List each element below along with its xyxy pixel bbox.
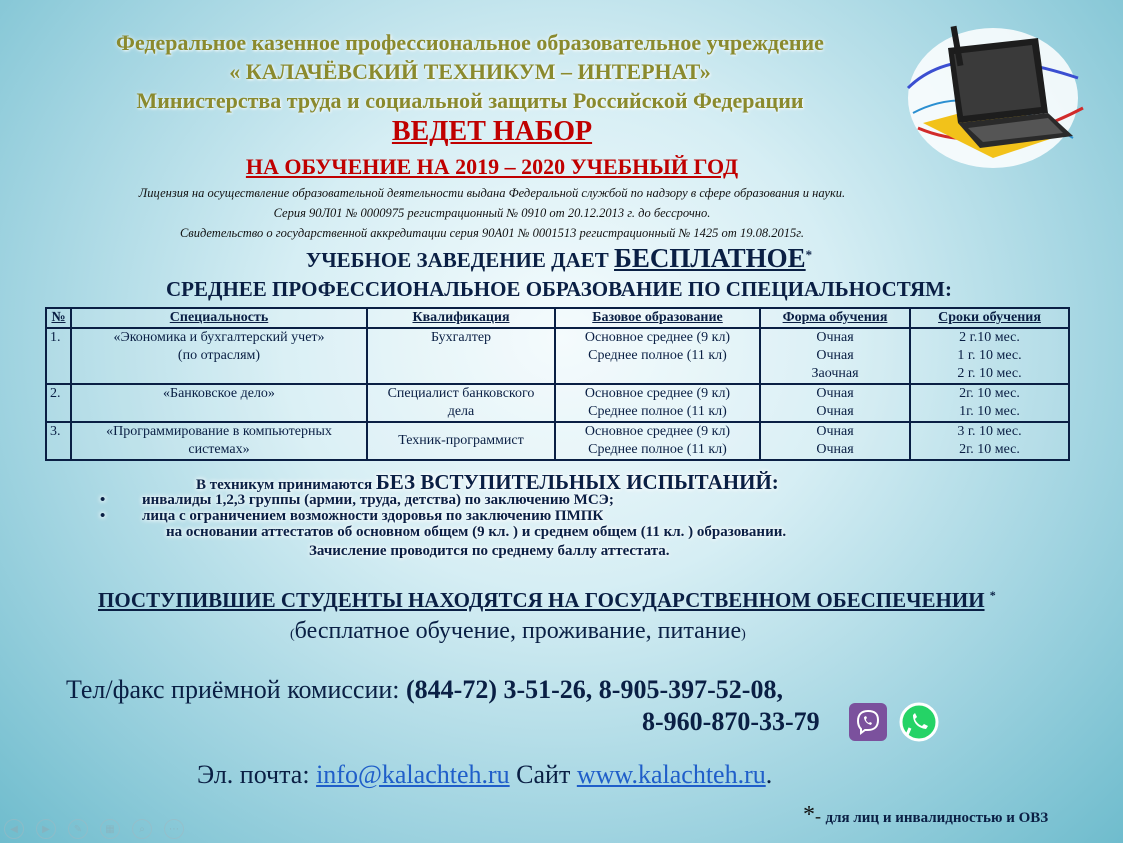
form-line: Очная <box>816 404 854 419</box>
offer-subtitle: СРЕДНЕЕ ПРОФЕССИОНАЛЬНОЕ ОБРАЗОВАНИЕ ПО СПЕЦИАЛЬНОСТЯМ: <box>166 277 952 301</box>
pen-icon[interactable]: ✎ <box>68 819 88 839</box>
bullet-dot: • <box>100 492 106 508</box>
specialty-line: «Экономика и бухгалтерский учет» <box>113 330 325 345</box>
specialty-cell <box>71 422 367 460</box>
offer-star: * <box>805 247 813 262</box>
base-education-cell <box>555 422 760 460</box>
offer-prefix: УЧЕБНОЕ ЗАВЕДЕНИЕ ДАЕТ <box>305 248 615 272</box>
base-line: Среднее полное (11 кл) <box>588 442 727 457</box>
site-link[interactable]: www.kalachteh.ru <box>576 760 766 789</box>
study-form-cell <box>760 422 910 460</box>
col-header-specialty: Специальность <box>71 308 367 328</box>
license-line-2: Серия 90Л01 № 0000975 регистрационный № 0910 от 20.12.2013 г. до бессрочно. <box>273 206 711 220</box>
license-line-3: Свидетельство о государственной аккредитации серия 90А01 № 0001513 регистрационный № 1425 от 19.08.2015г. <box>179 226 805 240</box>
whatsapp-icon[interactable] <box>899 702 939 742</box>
qualification-line: Специалист банковского <box>387 386 535 401</box>
academic-year: НА ОБУЧЕНИЕ НА 2019 – 2020 УЧЕБНЫЙ ГОД <box>245 154 739 179</box>
offer-free: БЕСПЛАТНОЕ <box>614 243 806 273</box>
study-form-cell <box>760 384 910 422</box>
paren-open: ( <box>290 627 295 642</box>
col-header-duration: Сроки обучения <box>910 308 1069 328</box>
table-row <box>46 328 1069 384</box>
term-line: 2 г. 10 мес. <box>957 366 1022 381</box>
viber-icon[interactable] <box>849 703 887 741</box>
qualification-cell: Техник-программист <box>367 422 555 460</box>
phone-second: 8-960-870-33-79 <box>642 707 820 736</box>
col-header-num: № <box>46 308 71 328</box>
admission-bullet-1 <box>100 492 614 509</box>
form-line: Заочная <box>811 366 859 381</box>
institution-type: Федеральное казенное профессиональное образовательное учреждение <box>116 30 824 55</box>
specialty-cell <box>71 328 367 384</box>
term-line: 2г. 10 мес. <box>959 442 1020 457</box>
admission-basis: на основании аттестатов об основном общем (9 кл. ) и среднем общем (11 кл. ) образовании. <box>166 524 787 540</box>
more-options-icon[interactable]: ⋯ <box>164 819 184 839</box>
support-details-text: бесплатное обучение, проживание, питание <box>294 618 742 644</box>
qualification-cell <box>367 384 555 422</box>
row-number: 1. <box>46 328 71 384</box>
bullet-text: лица с ограничением возможности здоровья по заключению ПМПК <box>142 508 604 524</box>
term-line: 1г. 10 мес. <box>959 404 1020 419</box>
table-row <box>46 422 1069 460</box>
specialty-line: «Программирование в компьютерных <box>106 424 332 439</box>
footnote <box>803 802 1048 829</box>
qualification-line: дела <box>447 404 475 419</box>
qualification-cell: Бухгалтер <box>367 328 555 384</box>
enrollment-note: Зачисление проводится по среднему баллу аттестата. <box>309 543 670 559</box>
footnote-star: * <box>803 802 815 828</box>
specialty-line: (по отраслям) <box>177 348 261 363</box>
contacts-period: . <box>765 760 773 789</box>
bullet-text: инвалиды 1,2,3 группы (армии, труда, детства) по заключению МСЭ; <box>142 492 614 508</box>
site-label: Сайт <box>509 760 577 789</box>
col-header-qualification: Квалификация <box>367 308 555 328</box>
base-line: Среднее полное (11 кл) <box>588 404 727 419</box>
zoom-icon[interactable]: ⌕ <box>132 819 152 839</box>
bullet-dot: • <box>100 508 106 524</box>
specialty-line: системах» <box>188 442 250 457</box>
email-link[interactable]: info@kalachteh.ru <box>316 760 510 789</box>
slideshow-controls <box>4 819 184 839</box>
duration-cell <box>910 328 1069 384</box>
row-number: 3. <box>46 422 71 460</box>
phone-label: Тел/факс приёмной комиссии: <box>66 675 407 704</box>
phone-line <box>66 675 783 705</box>
slides-grid-icon[interactable]: ▦ <box>100 819 120 839</box>
term-line: 3 г. 10 мес. <box>957 424 1022 439</box>
institution-name: « КАЛАЧЁВСКИЙ ТЕХНИКУМ – ИНТЕРНАТ» <box>229 59 711 84</box>
base-line: Основное среднее (9 кл) <box>584 386 731 401</box>
prev-slide-icon[interactable]: ◀ <box>4 819 24 839</box>
term-line: 1 г. 10 мес. <box>957 348 1022 363</box>
email-label: Эл. почта: <box>197 760 317 789</box>
laptop-illustration <box>898 18 1088 173</box>
state-support-text: ПОСТУПИВШИЕ СТУДЕНТЫ НАХОДЯТСЯ НА ГОСУДАРСТВЕННОМ ОБЕСПЕЧЕНИИ <box>98 588 985 612</box>
paren-close: ) <box>741 627 746 642</box>
admission-bullet-2 <box>100 508 603 525</box>
term-line: 2 г.10 мес. <box>959 330 1020 345</box>
form-line: Очная <box>816 330 854 345</box>
admission-no-exams: БЕЗ ВСТУПИТЕЛЬНЫХ ИСПЫТАНИЙ: <box>375 470 779 494</box>
footnote-text: для лиц и инвалидностью и ОВЗ <box>825 810 1049 826</box>
offer-line <box>0 243 1118 274</box>
web-contacts <box>197 760 772 790</box>
base-line: Основное среднее (9 кл) <box>584 424 731 439</box>
base-education-cell <box>555 384 760 422</box>
form-line: Очная <box>816 442 854 457</box>
table-header-row <box>46 308 1069 328</box>
state-support-star: * <box>989 588 996 602</box>
next-slide-icon[interactable]: ▶ <box>36 819 56 839</box>
term-line: 2г. 10 мес. <box>959 386 1020 401</box>
study-form-cell <box>760 328 910 384</box>
base-line: Основное среднее (9 кл) <box>584 330 731 345</box>
base-line: Среднее полное (11 кл) <box>588 348 727 363</box>
col-header-study-form: Форма обучения <box>760 308 910 328</box>
duration-cell <box>910 422 1069 460</box>
footnote-dash: - <box>815 806 826 826</box>
form-line: Очная <box>816 348 854 363</box>
base-education-cell <box>555 328 760 384</box>
ministry-name: Министерства труда и социальной защиты Российской Федерации <box>136 88 804 113</box>
license-line-1: Лицензия на осуществление образовательной деятельности выдана Федеральной службой по надзору в сфере образования и науки. <box>138 186 846 200</box>
col-header-base-education: Базовое образование <box>555 308 760 328</box>
specialty-cell: «Банковское дело» <box>71 384 367 422</box>
state-support-details <box>290 618 746 645</box>
form-line: Очная <box>816 386 854 401</box>
form-line: Очная <box>816 424 854 439</box>
table-row <box>46 384 1069 422</box>
admission-prefix: В техникум принимаются <box>196 477 376 493</box>
announce-title: ВЕДЕТ НАБОР <box>391 116 593 147</box>
row-number: 2. <box>46 384 71 422</box>
specialties-table <box>45 307 1070 461</box>
duration-cell <box>910 384 1069 422</box>
state-support-title <box>98 588 996 613</box>
phone-numbers: (844-72) 3-51-26, 8-905-397-52-08, <box>406 675 783 704</box>
